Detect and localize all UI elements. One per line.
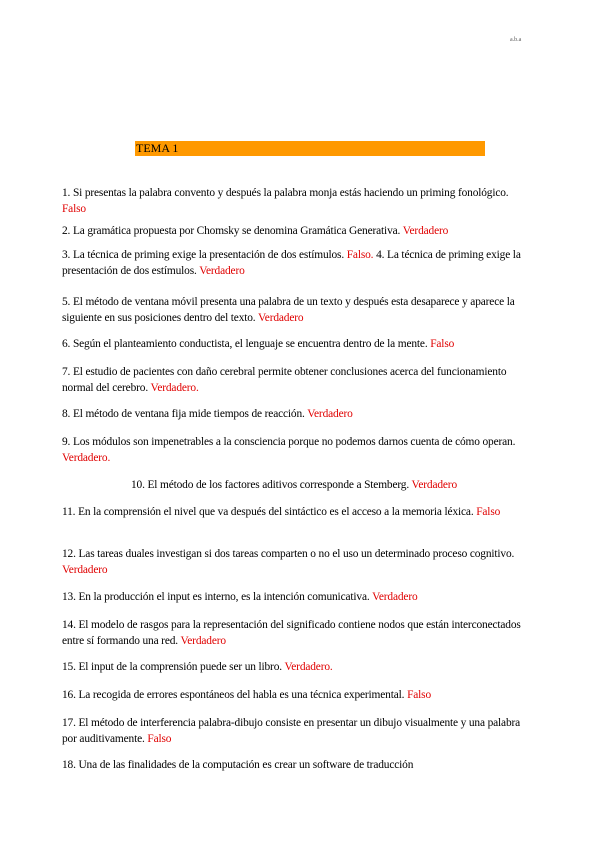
answer-label: Verdadero	[411, 479, 457, 491]
question-item	[62, 365, 532, 396]
question-text: 5. El método de ventana móvil presenta una palabra de un texto y después esta desaparece y aparece la siguiente en sus posiciones dentro del texto.	[62, 296, 515, 324]
answer-label: Falso.	[346, 249, 374, 261]
answer-label: Verdadero	[62, 563, 108, 576]
answer-label: Verdadero	[372, 591, 418, 603]
header-mark: a.b.a	[510, 37, 522, 43]
answer-label: Verdadero.	[284, 661, 333, 673]
question-item	[62, 618, 532, 649]
answer-label: Falso	[407, 689, 431, 701]
question-text: 13. En la producción el input es interno, es la intención comunicativa.	[62, 591, 373, 603]
answer-label: Verdadero	[180, 634, 226, 647]
answer-label: Verdadero	[258, 311, 304, 324]
question-item	[62, 407, 532, 423]
question-text: 7. El estudio de pacientes con daño cerebral permite obtener conclusiones acerca del funcionamiento normal del cerebro.	[62, 366, 507, 394]
question-item	[62, 224, 532, 240]
question-item	[62, 435, 532, 466]
question-text: 2. La gramática propuesta por Chomsky se denomina Gramática Generativa.	[62, 225, 403, 237]
question-item	[62, 295, 532, 326]
question-item	[131, 478, 551, 494]
question-text: 14. El modelo de rasgos para la representación del significado contiene nodos que están interconectados entre sí formando una red.	[62, 619, 521, 647]
question-text: 16. La recogida de errores espontáneos del habla es una técnica experimental.	[62, 689, 408, 701]
answer-label: Falso	[62, 202, 86, 215]
answer-label: Falso	[147, 732, 172, 745]
question-item	[62, 590, 532, 606]
question-item	[62, 688, 532, 704]
question-text: 9. Los módulos son impenetrables a la consciencia porque no podemos darnos cuenta de cómo operan.	[62, 436, 516, 448]
question-item	[62, 716, 532, 747]
question-text: 17. El método de interferencia palabra-dibujo consiste en presentar un dibujo visualmente y una palabra por auditivamente.	[62, 717, 521, 745]
answer-label: Verdadero.	[150, 381, 199, 394]
page-title: TEMA 1	[136, 141, 179, 155]
question-item	[62, 758, 532, 774]
question-text: 1. Si presentas la palabra convento y después la palabra monja estás haciendo un priming fonológico.	[62, 187, 509, 199]
question-item	[62, 186, 532, 217]
question-text: 12. Las tareas duales investigan si dos tareas comparten o no el uso un determinado proceso cognitivo.	[62, 548, 515, 560]
question-text: 4. La técnica de priming exige la presentación de dos estímulos.	[62, 249, 521, 277]
question-item	[62, 660, 532, 676]
answer-label: Verdadero	[199, 264, 245, 277]
question-text: 3. La técnica de priming exige la presentación de dos estímulos.	[62, 249, 347, 261]
question-text: 18. Una de las finalidades de la computación es crear un software de traducción	[62, 759, 414, 771]
question-text: 8. El método de ventana fija mide tiempos de reacción.	[62, 408, 308, 420]
answer-label: Verdadero.	[62, 451, 111, 464]
answer-label: Falso	[476, 506, 501, 518]
answer-label: Verdadero	[307, 408, 353, 420]
answer-label: Verdadero	[402, 225, 449, 237]
question-item	[62, 337, 532, 353]
question-text: 15. El input de la comprensión puede ser un libro.	[62, 661, 285, 673]
title-bar	[135, 141, 485, 156]
question-text: 6. Según el planteamiento conductista, el lenguaje se encuentra dentro de la mente.	[62, 338, 431, 350]
question-text: 11. En la comprensión el nivel que va después del sintáctico es el acceso a la memoria léxica.	[62, 506, 477, 518]
question-item	[62, 547, 532, 578]
question-text: 10. El método de los factores aditivos corresponde a Stemberg.	[131, 479, 412, 491]
question-item	[62, 248, 532, 279]
question-item	[62, 505, 532, 521]
answer-label: Falso	[430, 338, 455, 350]
